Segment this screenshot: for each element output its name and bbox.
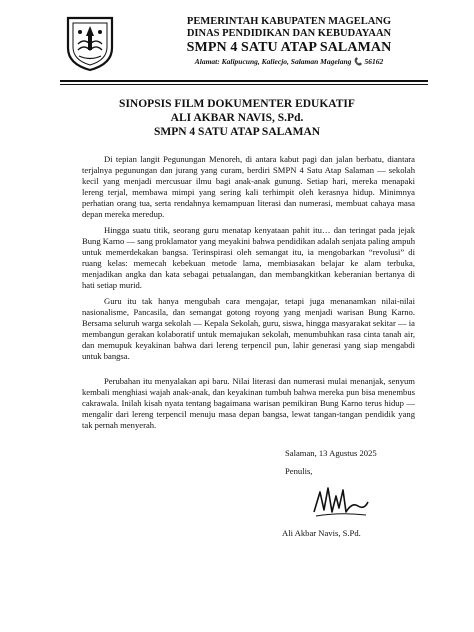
title-line-1: SINOPSIS FILM DOKUMENTER EDUKATIF <box>119 98 355 110</box>
title-line-2: ALI AKBAR NAVIS, S.Pd. <box>170 112 304 124</box>
place-date: Salaman, 13 Agustus 2025 <box>285 448 377 458</box>
government-name: PEMERINTAH KABUPATEN MAGELANG <box>186 16 392 27</box>
department-name: DINAS PENDIDIKAN DAN KEBUDAYAAN <box>186 28 392 39</box>
paragraph: Guru itu tak hanya mengubah cara mengajar, tetapi juga menanamkan nilai-nilai nasionalisme, Pancasila, dan semangat gotong royong yang menjadi warisan Bung Karno. Bersama seluruh warga sekolah — Kepala Sekolah, guru, siswa, hingga masyarakat sekitar — ia membangun gerakan kolaboratif untuk memajukan sekolah, menumbuhkan rasa cinta tanah air, dan memupuk keyakinan bahwa dari lereng terpencil pun, lahir generasi yang siap mengabdi untuk bangsa. <box>82 296 415 362</box>
letterhead-divider-thin <box>60 84 428 85</box>
school-name: SMPN 4 SATU ATAP SALAMAN <box>186 40 392 55</box>
letterhead-divider-thick <box>60 80 428 82</box>
title-line-3: SMPN 4 SATU ATAP SALAMAN <box>153 126 321 138</box>
signer-name: Ali Akbar Navis, S.Pd. <box>282 528 361 538</box>
document-title <box>40 97 434 139</box>
letterhead <box>58 10 428 76</box>
paragraph: Di tepian langit Pegunungan Menoreh, di antara kabut pagi dan jalan berbatu, diantara terjalnya pegunungan dan jurang yang curam, berdiri SMPN 4 Satu Atap Salaman — sekolah kecil yang menjadi mercusuar ilmu bagi anak-anak gunung. Setiap hari, mereka menapaki lereng terjal, membawa mimpi yang sering kali terhimpit oleh kerasnya hidup. Minimnya perhatian orang tua, serta rendahnya kemampuan literasi dan numerasi, membuat cahaya masa depan mereka meredup. <box>82 154 415 220</box>
school-address: Alamat: Kalipucung, Kaliecjo, Salaman Magelang 📞 56162 <box>194 57 384 66</box>
salutation: Penulis, <box>285 466 313 476</box>
letterhead-text <box>154 16 424 67</box>
paragraph: Hingga suatu titik, seorang guru menatap kenyataan pahit itu… dan teringat pada jejak Bung Karno — sang proklamator yang meyakini bahwa pendidikan adalah senjata paling ampuh untuk memerdekakan bangsa. Terinspirasi oleh semangat itu, ia mengobarkan “revolusi” di ruang kelas: memecah kebekuan metode lama, membiasakan belajar ke alam terbuka, menjadikan angka dan kata sebagai petualangan, dan membangkitkan keberanian bertanya di hati setiap murid. <box>82 225 415 291</box>
paragraph: Perubahan itu menyalakan api baru. Nilai literasi dan numerasi mulai menanjak, senyum kembali menghiasi wajah anak-anak, dan keyakinan tumbuh bahwa mereka pun bisa menembus cakrawala. Inilah kisah nyata tentang bagaimana warisan pemikiran Bung Karno terus hidup — mengalir dari lereng terpencil menuju masa depan bangsa, lewat tangan-tangan pendidik yang tak pernah menyerah. <box>82 376 415 431</box>
signature-image <box>310 482 372 522</box>
regency-emblem-icon <box>64 14 116 72</box>
